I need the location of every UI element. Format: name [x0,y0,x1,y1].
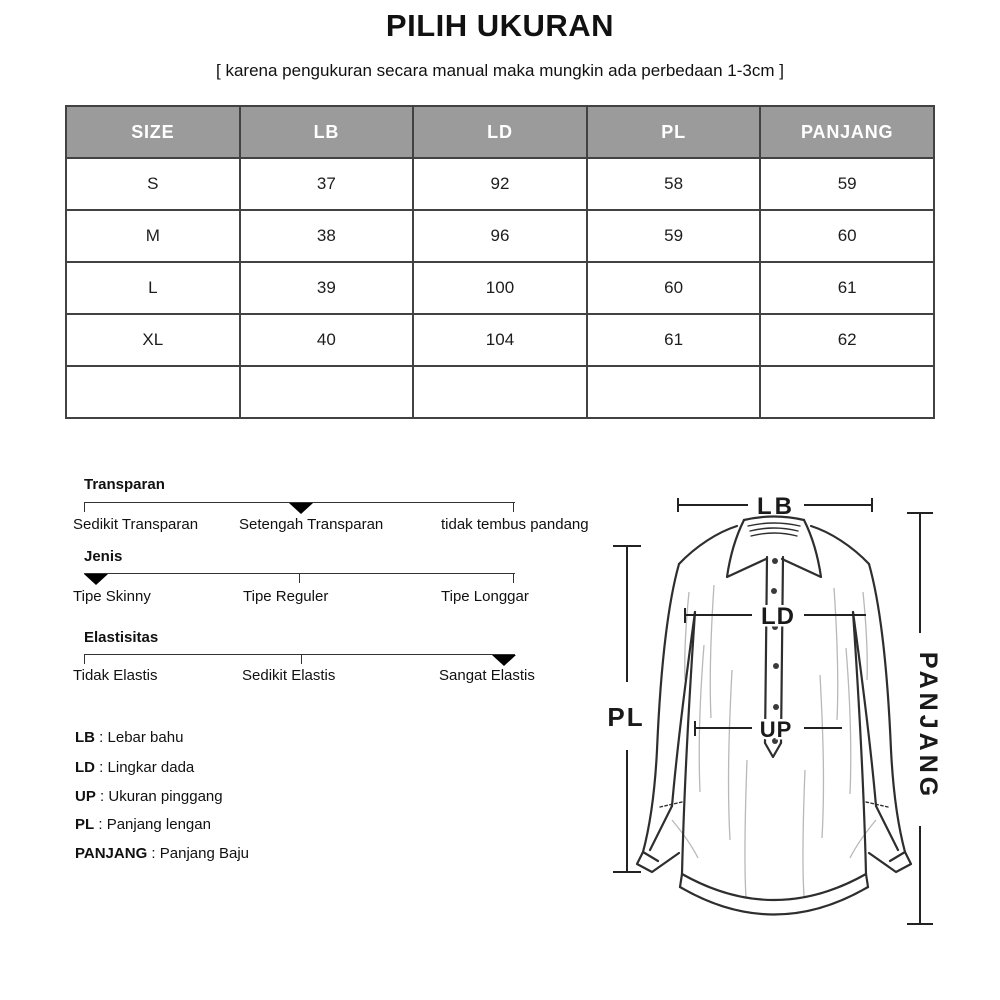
cell-panjang: 62 [760,314,934,366]
legend-separator: : [95,788,109,805]
table-row-xl [66,314,934,366]
page-subtitle: [ karena pengukuran secara manual maka mungkin ada perbedaan 1-3cm ] [216,61,784,80]
table-row-empty [66,366,934,418]
legend-item-panjang [75,845,249,862]
cell-lb: 40 [240,314,414,366]
column-header-panjang: PANJANG [760,106,934,158]
diagram-label-lb: LB [757,493,795,520]
scale-end-tick [513,574,514,583]
legend-abbr: UP [75,788,96,805]
table-row-m [66,210,934,262]
scale-mid-tick [301,655,302,664]
cell-panjang [760,366,934,418]
cell-size: S [66,158,240,210]
scale-mid-tick [299,574,300,583]
legend-desc: Panjang Baju [159,845,249,862]
scale-elastisitas-line [84,654,515,655]
option-tipe-reguler: Tipe Reguler [243,588,329,605]
table-row-s [66,158,934,210]
legend-item-lb [75,729,183,746]
legend-separator: : [95,759,108,776]
option-tidak-tembus-pandang: tidak tembus pandang [441,516,589,533]
scale-jenis-label: Jenis [84,548,123,565]
cell-pl: 58 [587,158,761,210]
scale-elastisitas-label: Elastisitas [84,629,159,646]
option-sedikit-transparan: Sedikit Transparan [73,516,199,533]
legend-desc: Panjang lengan [106,816,211,833]
cell-lb [240,366,414,418]
cell-size: XL [66,314,240,366]
scale-start-tick [84,503,85,512]
cell-pl: 59 [587,210,761,262]
column-header-pl: PL [587,106,761,158]
scale-transparan-line [84,502,515,503]
legend-desc: Ukuran pinggang [108,788,223,805]
option-tidak-elastis: Tidak Elastis [73,667,158,684]
scale-transparan-label: Transparan [84,476,165,493]
diagram-label-pl: PL [607,702,645,732]
cell-pl: 61 [587,314,761,366]
shirt-outline [637,517,911,915]
cell-panjang: 61 [760,262,934,314]
legend-item-up [75,788,223,805]
cell-lb: 39 [240,262,414,314]
cell-pl [587,366,761,418]
legend-desc: Lingkar dada [107,759,195,776]
cell-lb: 37 [240,158,414,210]
cell-lb: 38 [240,210,414,262]
cell-size: L [66,262,240,314]
scale-end-tick [513,503,514,512]
shirt-measurement-diagram [580,460,1000,1000]
table-row-l [66,262,934,314]
legend-abbr: PANJANG [75,845,148,862]
size-table-header-row [66,106,934,158]
option-tipe-longgar: Tipe Longgar [441,588,529,605]
cell-size: M [66,210,240,262]
cell-ld [413,366,587,418]
option-sangat-elastis: Sangat Elastis [439,667,535,684]
diagram-label-ld: LD [761,603,795,630]
marker-triangle-icon [289,503,313,514]
size-table [65,105,935,419]
legend-desc: Lebar bahu [107,729,184,746]
legend-abbr: LB [75,729,95,746]
cell-panjang: 59 [760,158,934,210]
legend-abbr: LD [75,759,95,776]
legend-item-pl [75,816,211,833]
cell-pl: 60 [587,262,761,314]
diagram-label-up: UP [759,717,793,742]
marker-triangle-icon [84,574,108,585]
legend-separator: : [94,816,107,833]
diagram-label-panjang: PANJANG [914,651,942,801]
option-sedikit-elastis: Sedikit Elastis [242,667,336,684]
legend-separator: : [147,845,160,862]
cell-ld: 100 [413,262,587,314]
cell-ld: 96 [413,210,587,262]
cell-ld: 92 [413,158,587,210]
column-header-lb: LB [240,106,414,158]
marker-triangle-icon [492,655,516,666]
page-title: PILIH UKURAN [385,8,615,43]
cell-ld: 104 [413,314,587,366]
column-header-size: SIZE [66,106,240,158]
legend-abbr: PL [75,816,95,833]
cell-panjang: 60 [760,210,934,262]
column-header-ld: LD [413,106,587,158]
scale-start-tick [84,655,85,664]
scale-jenis-line [84,573,515,574]
legend-separator: : [95,729,108,746]
option-tipe-skinny: Tipe Skinny [73,588,151,605]
legend-item-ld [75,759,194,776]
cell-size [66,366,240,418]
option-setengah-transparan: Setengah Transparan [239,516,384,533]
